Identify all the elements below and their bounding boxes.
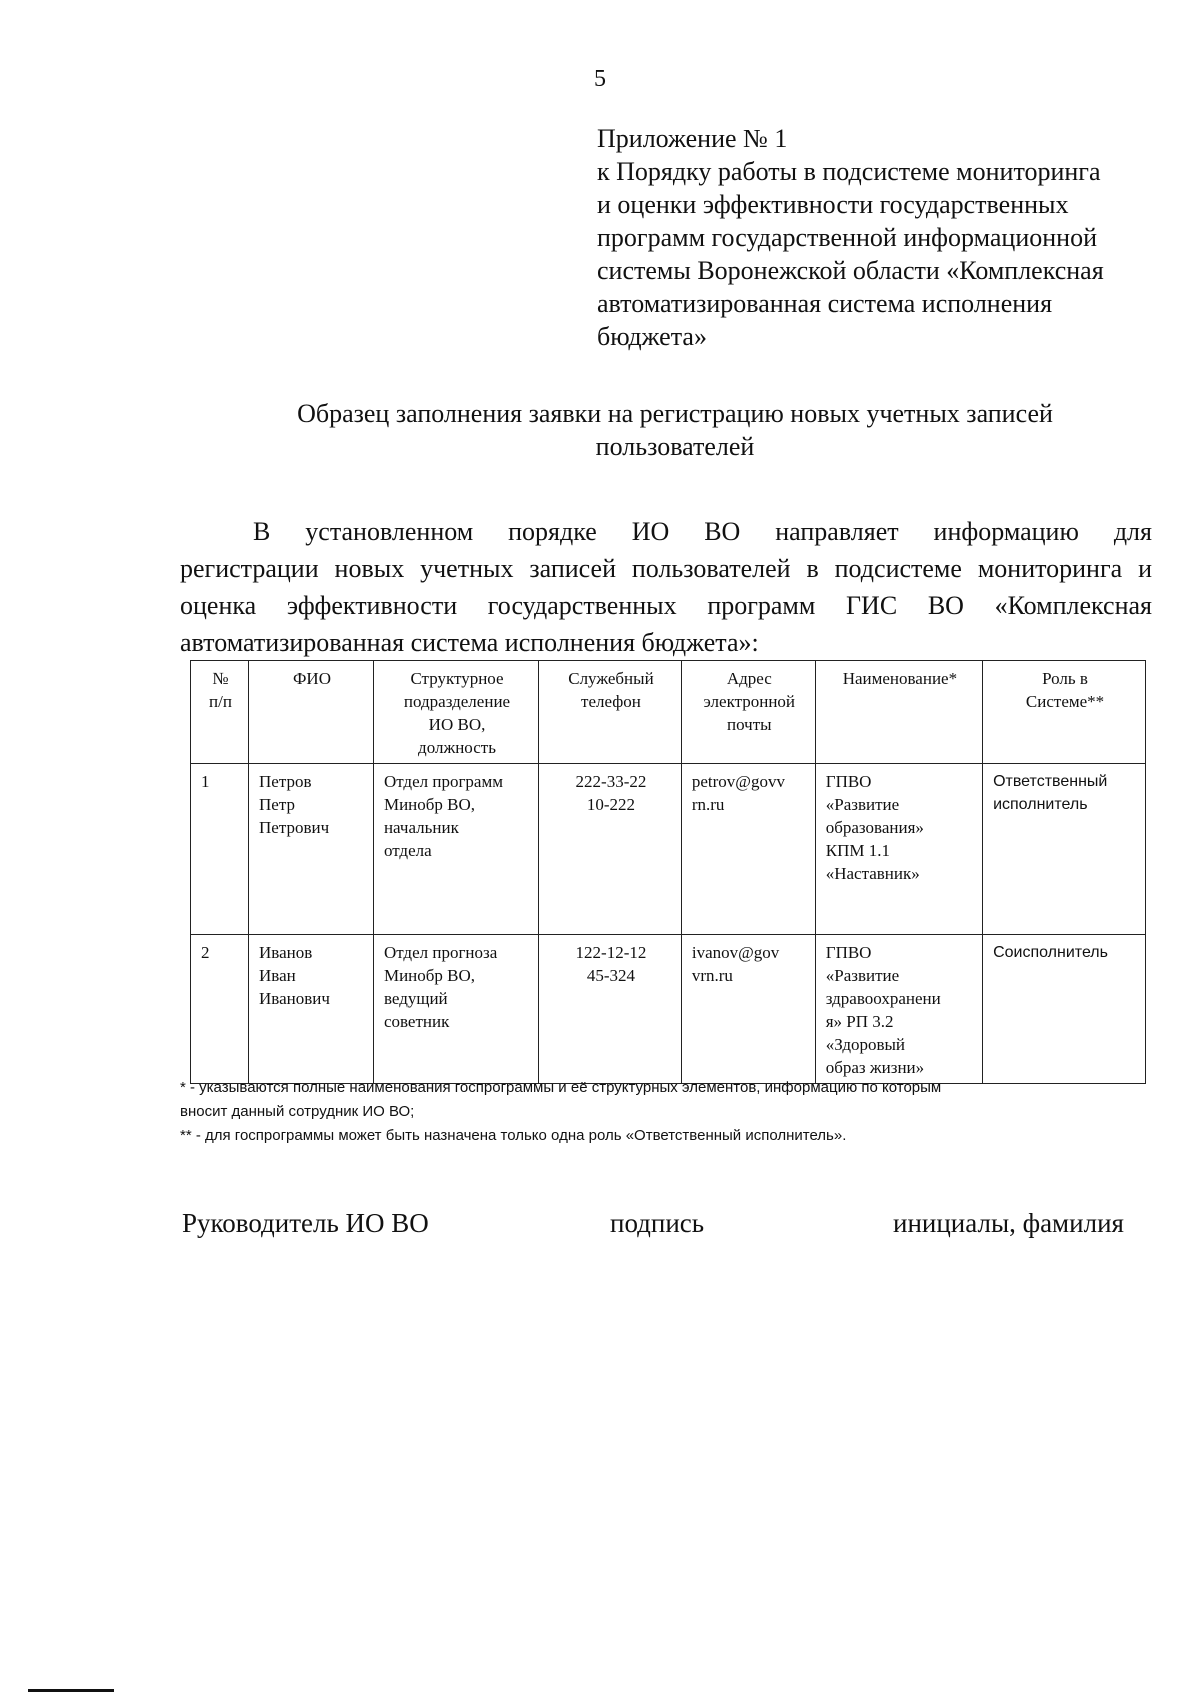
- appendix-line: к Порядку работы в подсистеме мониторинга: [597, 157, 1101, 186]
- footnote-line: ** - для госпрограммы может быть назначена только одна роль «Ответственный исполнитель».: [180, 1127, 847, 1144]
- cell-role: Ответственный исполнитель: [983, 764, 1146, 935]
- appendix-line: Приложение № 1: [597, 124, 788, 153]
- table-header-row: [191, 661, 1146, 764]
- cell-phone: 122-12-12 45-324: [539, 935, 682, 1084]
- cell-num: 2: [191, 935, 249, 1084]
- intro-line: автоматизированная система исполнения бюджета»:: [180, 628, 759, 657]
- header-phone: Служебный телефон: [539, 661, 682, 764]
- table-row: [191, 764, 1146, 935]
- cell-fio: Иванов Иван Иванович: [249, 935, 374, 1084]
- registration-table: [190, 660, 1146, 1084]
- header-role: Роль в Системе**: [983, 661, 1146, 764]
- cell-name: ГПВО «Развитие здравоохранени я» РП 3.2 «Здоровый образ жизни»: [815, 935, 982, 1084]
- appendix-line: и оценки эффективности государственных: [597, 190, 1069, 219]
- intro-paragraph: [180, 513, 1152, 661]
- cell-email: petrov@govv rn.ru: [681, 764, 815, 935]
- intro-line: регистрации новых учетных записей пользователей в подсистеме мониторинга и: [180, 554, 1152, 583]
- footnote-line: * - указываются полные наименования госпрограммы и её структурных элементов, информацию по которым: [180, 1079, 942, 1096]
- appendix-line: автоматизированная система исполнения: [597, 289, 1053, 318]
- cell-phone: 222-33-22 10-222: [539, 764, 682, 935]
- header-dept: Структурное подразделение ИО ВО, должность: [373, 661, 538, 764]
- signature-name-placeholder: инициалы, фамилия: [893, 1208, 1124, 1238]
- header-fio: ФИО: [249, 661, 374, 764]
- footnotes: [180, 1076, 1160, 1148]
- appendix-line: программ государственной информационной: [597, 223, 1097, 252]
- cell-dept: Отдел прогноза Минобр ВО, ведущий советник: [373, 935, 538, 1084]
- header-email: Адрес электронной почты: [681, 661, 815, 764]
- intro-line: оценка эффективности государственных программ ГИС ВО «Комплексная: [180, 591, 1152, 620]
- signature-placeholder: подпись: [610, 1208, 705, 1238]
- document-title-line: Образец заполнения заявки на регистрацию новых учетных записей: [297, 399, 1053, 428]
- footnote-line: вносит данный сотрудник ИО ВО;: [180, 1103, 415, 1120]
- cell-email: ivanov@gov vrn.ru: [681, 935, 815, 1084]
- footer-rule: [28, 1689, 114, 1692]
- cell-num: 1: [191, 764, 249, 935]
- appendix-line: бюджета»: [597, 322, 707, 351]
- document-title-line: пользователей: [595, 432, 755, 461]
- header-name: Наименование*: [815, 661, 982, 764]
- cell-name: ГПВО «Развитие образования» КПМ 1.1 «Наставник»: [815, 764, 982, 935]
- appendix-block: [597, 122, 1177, 353]
- appendix-line: системы Воронежской области «Комплексная: [597, 256, 1104, 285]
- table-row: [191, 935, 1146, 1084]
- page-number: 5: [594, 66, 606, 92]
- cell-fio: Петров Петр Петрович: [249, 764, 374, 935]
- document-title: [180, 397, 1170, 463]
- cell-role: Соисполнитель: [983, 935, 1146, 1084]
- intro-line: В установленном порядке ИО ВО направляет информацию для: [253, 517, 1152, 546]
- signature-position: Руководитель ИО ВО: [182, 1208, 429, 1238]
- cell-dept: Отдел программ Минобр ВО, начальник отдела: [373, 764, 538, 935]
- header-num: № п/п: [191, 661, 249, 764]
